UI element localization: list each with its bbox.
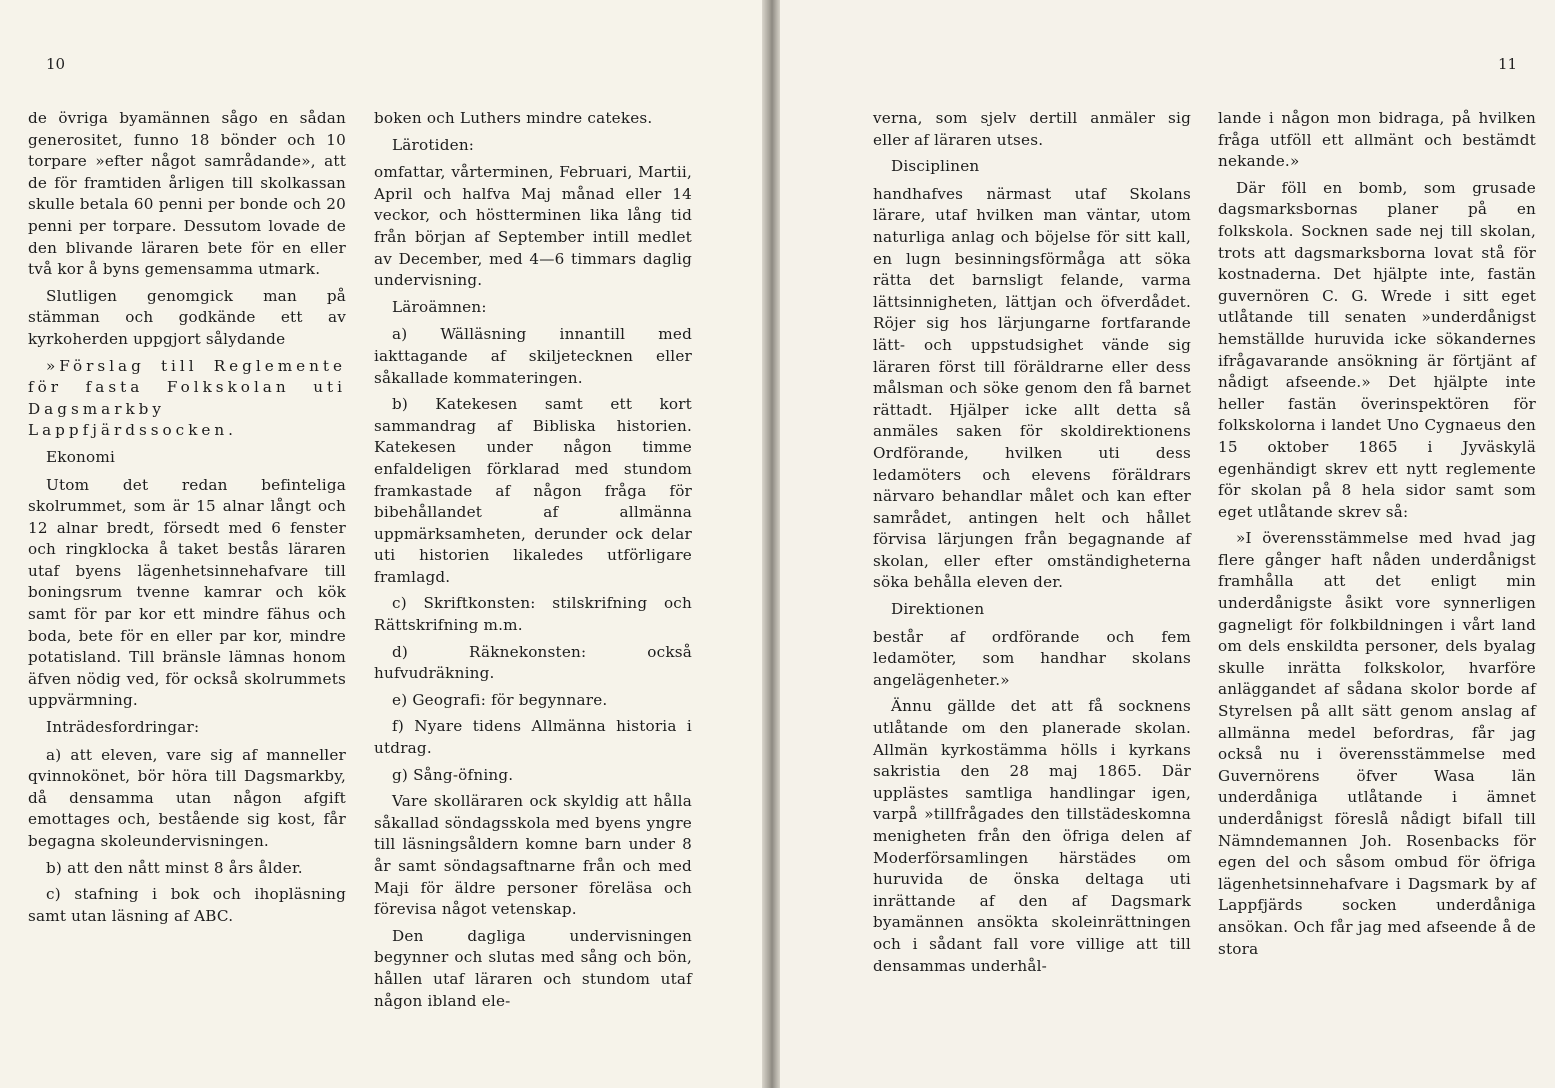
list-item: d) Räknekonsten: också hufvudräkning. bbox=[374, 642, 692, 683]
paragraph: Utom det redan befinteliga skolrummet, som är 15 alnar långt och 12 alnar bredt, försedt med 6 fenster och ringklocka å taket bestås läraren utaf byens lägenhetsinnehafvare till boningsrum tvenne kamrar och kök samt för par kor ett mindre fähus och boda, bete för en eller par kor, mindre potatisland. Till bränsle lämnas honom äfven nödig ved, för också skolrummets uppvärmning. bbox=[28, 475, 346, 710]
section-heading-laroamnen: Läroämnen: bbox=[392, 297, 487, 316]
paragraph: de övriga byamännen sågo en sådan generositet, funno 18 bönder och 10 torpare »efter något samrådande», att de för framtiden årligen till skolkassan skulle betala 60 penni per bonde och 20 penni per torpare. Dessutom lovade de den blivande läraren bete för en eller två kor å byns gemensamma utmark. bbox=[28, 109, 346, 279]
paragraph: verna, som sjelv dertill anmäler sig eller af läraren utses. bbox=[873, 109, 1191, 149]
list-item: b) att den nått minst 8 års ålder. bbox=[46, 858, 303, 877]
paragraph: Den dagliga undervisningen begynner och slutas med sång och bön, hållen utaf läraren och stundom utaf någon ibland ele- bbox=[374, 926, 692, 1010]
right-page bbox=[780, 0, 1555, 1088]
paragraph: Vare skolläraren ock skyldig att hålla såkallad söndagsskola med byens yngre till läsningsåldern komne barn under 8 år samt söndagsaftnarne från och med Maji för äldre personer föreläsa och förevisa något vetenskap. bbox=[374, 792, 692, 919]
page-number-left: 10 bbox=[46, 55, 66, 73]
paragraph: Slutligen genomgick man på stämman och godkände ett av kyrkoherden uppgjort sålydande bbox=[28, 286, 346, 348]
left-page-column-2 bbox=[374, 108, 692, 1017]
paragraph: handhafves närmast utaf Skolans lärare, utaf hvilken man väntar, utom naturliga anlag och böjelse för sitt kall, en lugn besinningsförmåga att söka rätta det barnsligt felande, varma lättsinnigheten, lättjan och öfverdådet. Röjer sig hos lärjungarne fortfarande lätt- och uppstudsighet vände sig läraren först till föräldrarne eller dess målsman och söke genom den få barnet rättadt. Hjälper icke allt detta så anmäles saken för skoldirektionens Ordförande, hvilken uti dess ledamöters och elevens föräldrars närvaro behandlar målet och kan efter samrådet, antingen helt och hållet förvisa lärjungen från begagnande af skolan, eller efter omständigheterna söka behålla eleven der. bbox=[873, 184, 1191, 592]
paragraph: Ännu gällde det att få socknens utlåtande om den planerade skolan. Allmän kyrkostämma hölls i kyrkans sakristia den 28 maj 1865. Där upplästes samtliga handlingar igen, varpå »tillfrågades den tillstädeskomna menigheten från den öfriga delen af Moderförsamlingen härstädes om huruvida de önska deltaga uti inrättande af den af Dagsmark byamännen ansökta skoleinrättningen och i sådant fall vore villige att till densammas underhål- bbox=[873, 697, 1191, 975]
list-item: b) Katekesen samt ett kort sammandrag af Bibliska historien. Katekesen under någon timme enfaldeligen förklarad med stundom framkastade af någon fråga för bibehållandet af allmänna uppmärksamheten, derunder ock delar uti historien likaledes utförligare framlagd. bbox=[374, 395, 692, 586]
left-page-column-1 bbox=[28, 108, 346, 932]
paragraph: består af ordförande och fem ledamöter, som handhar skolans angelägenheter.» bbox=[873, 627, 1191, 689]
section-heading-direktionen: Direktionen bbox=[891, 600, 985, 619]
section-heading-ekonomi: Ekonomi bbox=[46, 447, 116, 466]
section-heading-disciplinen: Disciplinen bbox=[891, 157, 980, 176]
right-page-column-1 bbox=[873, 108, 1191, 982]
page-number-right: 11 bbox=[1498, 55, 1518, 73]
paragraph: omfattar, vårterminen, Februari, Martii, April och halfva Maj månad eller 14 veckor, och höstterminen lika lång tid från början af September intill medlet av December, med 4—6 timmars daglig undervisning. bbox=[374, 163, 692, 290]
quotation: »I överensstämmelse med hvad jag flere gånger haft nåden underdånigst framhålla att det enligt min underdånigste åsikt vore synnerligen gagneligt för folkbildningen i vårt land om dels enskildta personer, dels byalag skulle inrätta folkskolor, hvarföre anläggandet af sådana skolor borde af Styrelsen på allt sätt genom anslag af allmänna medel befordras, får jag också nu i överensstämmelse med Guvernörens öfver Wasa län underdåniga utlåtande i ämnet underdånigst föreslå nådigt bifall till Nämndemannen Joh. Rosenbacks för egen del och såsom ombud för öfriga lägenhetsinnehafvare i Dagsmark by af Lappfjärds socken underdåniga ansökan. Och får jag med afseende å de stora bbox=[1218, 529, 1536, 958]
regulation-title: »Förslag till Reglemente för fasta Folkskolan uti Dagsmarkby Lappfjärdssocken. bbox=[28, 356, 346, 440]
list-item: a) Wälläsning innantill med iakttagande af skiljetecknen eller såkallade kommateringen. bbox=[374, 325, 692, 387]
list-item: e) Geografi: för begynnare. bbox=[392, 690, 608, 709]
list-item: a) att eleven, vare sig af manneller qvinnokönet, bör höra till Dagsmarkby, då densamma utan någon afgift emottages och, bestående sig kost, får begagna skoleundervisningen. bbox=[28, 745, 346, 850]
list-item: c) Skriftkonsten: stilskrifning och Rättskrifning m.m. bbox=[374, 594, 692, 635]
right-page-column-2 bbox=[1218, 108, 1536, 965]
section-heading-larotiden: Lärotiden: bbox=[392, 135, 475, 154]
paragraph: Där föll en bomb, som grusade dagsmarksbornas planer på en folkskola. Socknen sade nej till skolan, trots att dagsmarksborna lovat stå för kostnaderna. Det hjälpte inte, fastän guvernören C. G. Wrede i sitt eget utlåtande till senaten »underdånigst hemställde huruvida icke sökandernes ifrågavarande ansökning är förtjänt af nådigt afseende.» Det hjälpte inte heller fastän överinspektören för folkskolorna i landet Uno Cygnaeus den 15 oktober 1865 i Jyväskylä egenhändigt skrev ett nytt reglemente för skolan på 8 hela sidor samt som eget utlåtande skrev så: bbox=[1218, 178, 1536, 521]
section-heading-intradesfordringar: Inträdesfordringar: bbox=[46, 718, 200, 737]
left-page bbox=[0, 0, 765, 1088]
paragraph: lande i någon mon bidraga, på hvilken fråga utföll ett allmänt och bestämdt nekande.» bbox=[1218, 109, 1536, 171]
list-item: g) Sång-öfning. bbox=[392, 765, 514, 784]
book-gutter bbox=[762, 0, 782, 1088]
list-item: f) Nyare tidens Allmänna historia i utdrag. bbox=[374, 717, 692, 758]
paragraph: boken och Luthers mindre catekes. bbox=[374, 109, 653, 127]
list-item: c) stafning i bok och ihopläsning samt utan läsning af ABC. bbox=[28, 885, 346, 925]
